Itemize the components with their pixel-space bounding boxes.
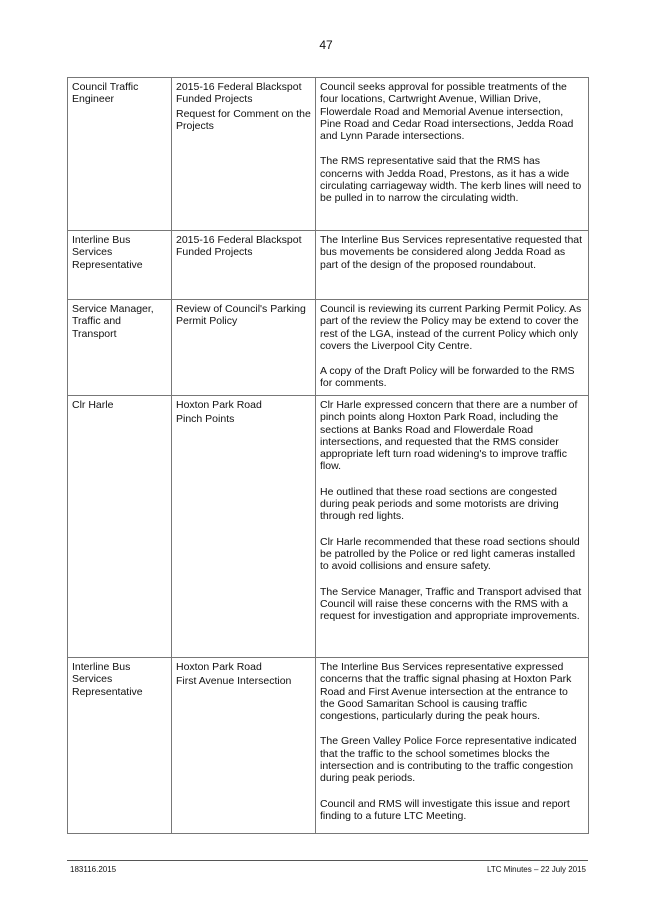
row-topic <box>172 396 316 658</box>
row-speaker: Council Traffic Engineer <box>68 78 172 231</box>
row-topic <box>172 300 316 396</box>
note-paragraph: Council and RMS will investigate this issue and report finding to a future LTC Meeting. <box>320 797 570 822</box>
document-reference: 183116.2015 <box>70 865 117 874</box>
table-row <box>68 396 589 658</box>
table-row <box>68 231 589 300</box>
note-paragraph: Clr Harle recommended that these road sections should be patrolled by the Police or red light cameras installed to avoid collisions and ensure safety. <box>320 535 580 573</box>
row-notes <box>316 658 589 834</box>
topic-line: First Avenue Intersection <box>176 675 292 688</box>
row-notes <box>316 78 589 231</box>
note-paragraph: The Service Manager, Traffic and Transport advised that Council will raise these concerns with the RMS with a request for investigation and appropriate improvements. <box>320 585 582 623</box>
note-paragraph: A copy of the Draft Policy will be forwarded to the RMS for comments. <box>320 365 575 390</box>
footer-divider <box>67 860 588 861</box>
note-paragraph: Council seeks approval for possible treatments of the four locations, Cartwright Avenue, Willian Drive, Flowerdale Road and Memorial Avenue intersection, Pine Road and Cedar Road intersections, Jedda Road and Lynn Parade intersections. <box>320 81 574 143</box>
note-paragraph: Council is reviewing its current Parking Permit Policy. As part of the review the Policy may be extend to cover the rest of the LGA, instead of the current Policy which only covers the Liverpool City Centre. <box>320 303 582 352</box>
row-speaker: Interline Bus Services Representative <box>68 658 172 834</box>
row-notes <box>316 300 589 396</box>
topic-line: Hoxton Park Road <box>176 661 262 673</box>
table-row <box>68 658 589 834</box>
topic-line: Pinch Points <box>176 413 235 426</box>
row-notes <box>316 396 589 658</box>
row-notes <box>316 231 589 300</box>
row-speaker: Clr Harle <box>68 396 172 658</box>
table-row <box>68 78 589 231</box>
note-paragraph: The Interline Bus Services representative requested that bus movements be considered along Jedda Road as part of the design of the proposed roundabout. <box>320 234 583 271</box>
row-speaker: Service Manager, Traffic and Transport <box>68 300 172 396</box>
minutes-table <box>67 77 589 834</box>
page-number: 47 <box>319 38 333 52</box>
topic-line: Request for Comment on the Projects <box>176 107 311 132</box>
table-row <box>68 300 589 396</box>
row-topic <box>172 231 316 300</box>
note-paragraph: The Interline Bus Services representative expressed concerns that the traffic signal phasing at Hoxton Park Road and First Avenue intersection at the entrance to the Good Samaritan School is causing traffic congestions, particularly during the peak hours. <box>320 661 572 723</box>
row-topic <box>172 78 316 231</box>
note-paragraph: The RMS representative said that the RMS has concerns with Jedda Road, Prestons, as it has a wide circulating carriageway width. The kerb lines will need to be pulled in to narrow the circulating width. <box>320 155 582 205</box>
note-paragraph: Clr Harle expressed concern that there are a number of pinch points along Hoxton Park Road, including the sections at Banks Road and Flowerdale Road intersections, and requested that the RMS consider appropriate left turn road widening's to improve traffic flow. <box>320 399 578 473</box>
document-title-date: LTC Minutes – 22 July 2015 <box>486 865 586 874</box>
topic-line: 2015-16 Federal Blackspot Funded Projects <box>176 234 302 259</box>
topic-line: Hoxton Park Road <box>176 399 262 411</box>
note-paragraph: The Green Valley Police Force representative indicated that the traffic to the school sometimes blocks the intersection and is contributing to the traffic congestion during peak periods. <box>320 735 577 785</box>
note-paragraph: He outlined that these road sections are congested during peak periods and some motorists are driving through red lights. <box>320 485 559 523</box>
row-topic <box>172 658 316 834</box>
topic-line: Review of Council's Parking Permit Policy <box>176 303 306 328</box>
topic-line: 2015-16 Federal Blackspot Funded Projects <box>176 81 302 106</box>
row-speaker: Interline Bus Services Representative <box>68 231 172 300</box>
